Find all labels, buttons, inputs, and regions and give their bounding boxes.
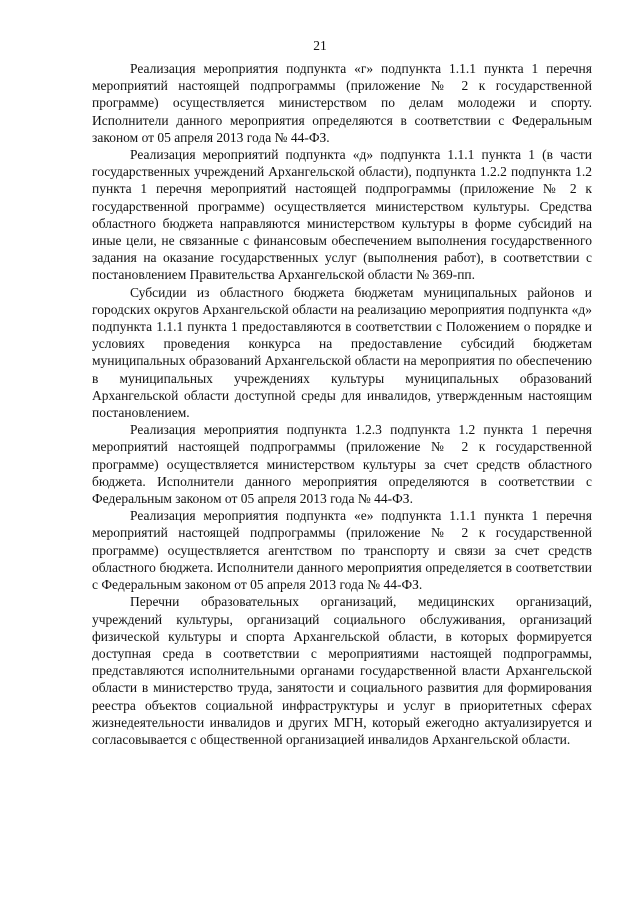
paragraph-municipal-subsidies: Субсидии из областного бюджета бюджетам муниципальных районов и городских округов Архангельской области на реализацию мероприятия подпункта «д» подпункта 1.1.1 пункта 1 предоставляются в соответствии с Положением о порядке и условиях проведения конкурса на предоставление субсидий бюджетам муниципальных образований Архангельской области на мероприятия по обеспечению в муниципальных учреждениях культуры муниципальных образований Архангельской области доступной среды для инвалидов, утвержденным настоящим постановлением. — [92, 284, 592, 421]
page-number: 21 — [313, 38, 327, 53]
document-body — [92, 60, 592, 748]
paragraph-organization-lists: Перечни образовательных организаций, медицинских организаций, учреждений культуры, организаций социального обслуживания, организаций физической культуры и спорта Архангельской области, в которых формируется доступная среда в соответствии с мероприятиями настоящей подпрограммы, представляются исполнительными органами государственной власти Архангельской области в министерство труда, занятости и социального развития для формирования реестра объектов социальной инфраструктуры и услуг в приоритетных сферах жизнедеятельности инвалидов и других МГН, который ежегодно актуализируется и согласовывается с общественной организацией инвалидов Архангельской области. — [92, 594, 592, 747]
paragraph-subitem-1-2-3: Реализация мероприятия подпункта 1.2.3 подпункта 1.2 пункта 1 перечня мероприятий настоящей подпрограммы (приложение № 2 к государственной программе) осуществляется министерством культуры за счет средств областного бюджета. Исполнители данного мероприятия определяются в соответствии с Федеральным законом от 05 апреля 2013 года № 44-ФЗ. — [92, 422, 592, 507]
paragraph-subitem-d-culture: Реализация мероприятий подпункта «д» подпункта 1.1.1 пункта 1 (в части государственных учреждений Архангельской области), подпункта 1.2.2 подпункта 1.2 пункта 1 перечня мероприятий настоящей подпрограммы (приложение № 2 к государственной программе) осуществляется министерством культуры. Средства областного бюджета направляются министерством культуры в форме субсидий на иные цели, не связанные с финансовым обеспечением выполнения государственного задания на оказание государственных услуг (выполнения работ), в соответствии с постановлением Правительства Архангельской области № 369-пп. — [92, 147, 592, 283]
paragraph-subitem-g: Реализация мероприятия подпункта «г» подпункта 1.1.1 пункта 1 перечня мероприятий настоящей подпрограммы (приложение № 2 к государственной программе) осуществляется министерством по делам молодежи и спорту. Исполнители данного мероприятия определяются в соответствии с Федеральным законом от 05 апреля 2013 года № 44-ФЗ. — [92, 61, 592, 145]
paragraph-subitem-e-transport: Реализация мероприятия подпункта «е» подпункта 1.1.1 пункта 1 перечня мероприятий настоящей подпрограммы (приложение № 2 к государственной программе) осуществляется агентством по транспорту и связи за счет средств областного бюджета. Исполнители данного мероприятия определяется в соответствии с Федеральным законом от 05 апреля 2013 года № 44-ФЗ. — [92, 508, 592, 593]
